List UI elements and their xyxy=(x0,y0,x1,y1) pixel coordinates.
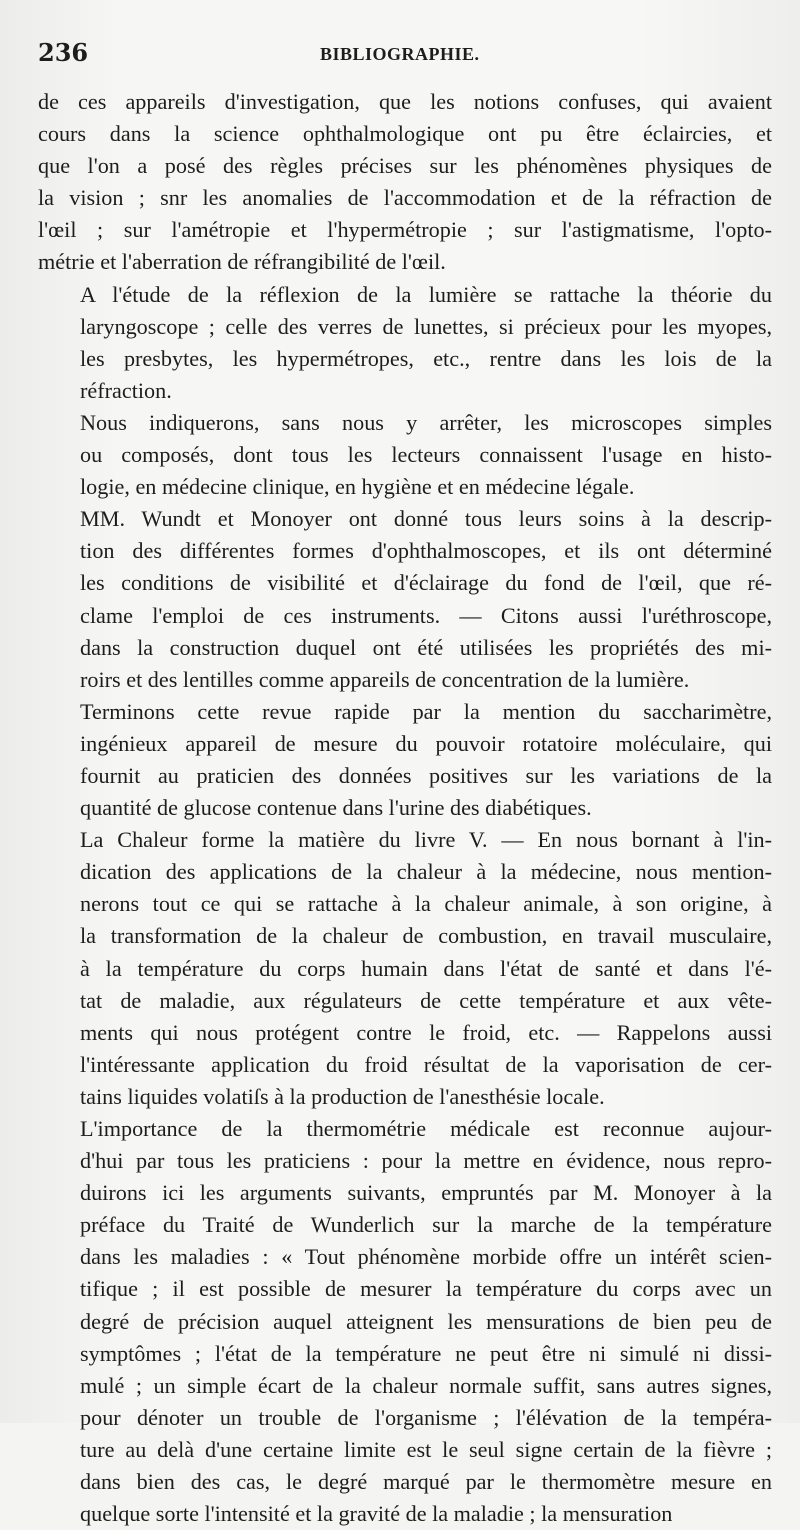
text-line: MM. Wundt et Monoyer ont donné tous leurs soins à la descrip- xyxy=(80,506,772,532)
text-line: ingénieux appareil de mesure du pouvoir rotatoire moléculaire, qui xyxy=(80,730,772,756)
text-line: clame l'emploi de ces instruments. — Citons aussi l'uréthroscope, xyxy=(80,602,772,628)
text-line: ments qui nous protégent contre le froid, etc. — Rappelons aussi xyxy=(80,1019,772,1045)
text-line: symptômes ; l'état de la température ne peut être ni simulé ni dissi- xyxy=(80,1340,772,1366)
text-line: la transformation de la chaleur de combustion, en travail musculaire, xyxy=(80,923,772,949)
text-line: Nous indiquerons, sans nous y arrêter, les microscopes simples xyxy=(80,409,772,435)
text-line: métrie et l'aberration de réfrangibilité de l'œil. xyxy=(38,249,446,275)
page-header xyxy=(38,36,772,84)
text-line: dication des applications de la chaleur à la médecine, nous mention- xyxy=(80,859,772,885)
text-line: l'œil ; sur l'amétropie et l'hypermétropie ; sur l'astigmatisme, l'opto- xyxy=(38,217,772,243)
paragraph xyxy=(38,86,772,279)
text-line: d'hui par tous les praticiens : pour la mettre en évidence, nous repro- xyxy=(80,1148,772,1174)
text-line: réfraction. xyxy=(80,377,172,403)
paragraph xyxy=(38,279,772,407)
text-line: la vision ; snr les anomalies de l'accommodation et de la réfraction de xyxy=(38,185,772,211)
text-line: La Chaleur forme la matière du livre V. — En nous bornant à l'in- xyxy=(80,827,772,853)
text-line: l'intéressante application du froid résultat de la vaporisation de cer- xyxy=(80,1051,772,1077)
text-line: cours dans la science ophthalmologique ont pu être éclaircies, et xyxy=(38,121,772,147)
paragraph xyxy=(38,824,772,1113)
text-line: à la température du corps humain dans l'état de santé et dans l'é- xyxy=(80,955,772,981)
text-line: dans la construction duquel ont été utilisées les propriétés des mi- xyxy=(80,634,772,660)
text-line: que l'on a posé des règles précises sur les phénomènes physiques de xyxy=(38,153,772,179)
text-line: quantité de glucose contenue dans l'urine des diabétiques. xyxy=(80,795,592,821)
text-line: mulé ; un simple écart de la chaleur normale suffit, sans autres signes, xyxy=(80,1372,772,1398)
text-line: laryngoscope ; celle des verres de lunettes, si précieux pour les myopes, xyxy=(80,313,772,339)
text-line: L'importance de la thermométrie médicale est reconnue aujour- xyxy=(80,1116,772,1141)
page-number: 236 xyxy=(38,38,89,67)
text-line: tifique ; il est possible de mesurer la température du corps avec un xyxy=(80,1276,772,1302)
text-line: ou composés, dont tous les lecteurs connaissent l'usage en histo- xyxy=(80,442,772,468)
text-line: logie, en médecine clinique, en hygiène et en médecine légale. xyxy=(80,474,635,500)
text-line: tat de maladie, aux régulateurs de cette température et aux vête- xyxy=(80,987,772,1013)
paragraph xyxy=(38,1113,772,1530)
text-line: de ces appareils d'investigation, que les notions confuses, qui avaient xyxy=(38,89,772,114)
text-line: dans les maladies : « Tout phénomène morbide offre un intérêt scien- xyxy=(80,1244,772,1270)
text-line: ture au delà d'une certaine limite est le seul signe certain de la fièvre ; xyxy=(80,1436,772,1462)
paragraph xyxy=(38,503,772,696)
running-title: BIBLIOGRAPHIE. xyxy=(320,44,480,64)
text-line: préface du Traité de Wunderlich sur la marche de la température xyxy=(80,1212,772,1238)
text-line: tion des différentes formes d'ophthalmoscopes, et ils ont déterminé xyxy=(80,538,772,564)
text-line: dans bien des cas, le degré marqué par le thermomètre mesure en xyxy=(80,1469,772,1495)
text-line: fournit au praticien des données positives sur les variations de la xyxy=(80,762,772,788)
text-line: duirons ici les arguments suivants, empruntés par M. Monoyer à la xyxy=(80,1180,772,1206)
text-line: quelque sorte l'intensité et la gravité de la maladie ; la mensuration xyxy=(80,1501,673,1527)
text-line: les presbytes, les hypermétropes, etc., rentre dans les lois de la xyxy=(80,345,772,371)
text-line: A l'étude de la réflexion de la lumière se rattache la théorie du xyxy=(80,281,772,307)
text-line: roirs et des lentilles comme appareils de concentration de la lumière. xyxy=(80,666,690,692)
text-line: Terminons cette revue rapide par la mention du saccharimètre, xyxy=(80,698,772,724)
text-line: les conditions de visibilité et d'éclairage du fond de l'œil, que ré- xyxy=(80,570,772,596)
text-line: nerons tout ce qui se rattache à la chaleur animale, à son origine, à xyxy=(80,891,772,917)
body-text xyxy=(38,86,772,1530)
paragraph xyxy=(38,696,772,824)
text-line: tains liquides volatiſs à la production de l'anesthésie locale. xyxy=(80,1083,605,1109)
paragraph xyxy=(38,407,772,503)
text-line: degré de précision auquel atteignent les mensurations de bien peu de xyxy=(80,1308,772,1334)
text-line: pour dénoter un trouble de l'organisme ; l'élévation de la tempéra- xyxy=(80,1404,772,1430)
